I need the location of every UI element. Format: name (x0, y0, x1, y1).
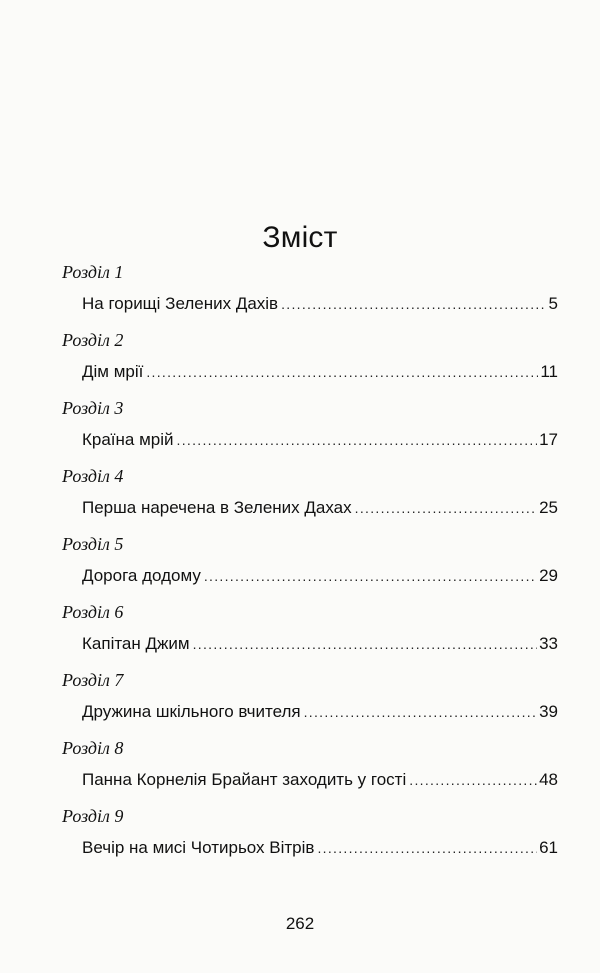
chapter-page-number: 25 (539, 498, 558, 517)
chapter-page-number: 5 (548, 294, 558, 313)
toc-entry (82, 496, 558, 520)
chapter-title: Панна Корнелія Брайант заходить у гості (82, 770, 407, 789)
chapter-page-number: 48 (539, 770, 558, 789)
page-number: 262 (285, 914, 315, 933)
dot-leader (304, 700, 537, 724)
dot-leader (355, 496, 537, 520)
toc-entry (82, 292, 558, 316)
chapter-page-number: 29 (539, 566, 558, 585)
chapter-page-number: 39 (539, 702, 558, 721)
toc-entry (82, 768, 558, 792)
chapter-page-number: 17 (539, 430, 558, 449)
chapter-title: На горищі Зелених Дахів (82, 294, 279, 313)
toc-entry (82, 360, 558, 384)
toc-entry (82, 632, 558, 656)
toc-entry (82, 836, 558, 860)
chapter-page-number: 33 (539, 634, 558, 653)
dot-leader (146, 360, 538, 384)
chapter-label: Розділ 7 (62, 670, 124, 690)
dot-leader (317, 836, 537, 860)
chapter-label: Розділ 8 (62, 738, 124, 758)
toc-entry (82, 564, 558, 588)
dot-leader (409, 768, 537, 792)
chapter-title: Дорога додому (82, 566, 201, 585)
chapter-title: Дружина шкільного вчителя (82, 702, 301, 721)
chapter-label: Розділ 4 (62, 466, 124, 486)
chapter-label: Розділ 2 (62, 330, 124, 350)
chapter-title: Перша наречена в Зелених Дахах (82, 498, 352, 517)
chapter-label: Розділ 9 (62, 806, 124, 826)
chapter-title: Дім мрії (82, 362, 144, 381)
chapter-page-number: 61 (539, 838, 558, 857)
dot-leader (177, 428, 538, 452)
toc-entry (82, 700, 558, 724)
toc-entry (82, 428, 558, 452)
chapter-page-number: 11 (540, 362, 558, 381)
chapter-label: Розділ 5 (62, 534, 124, 554)
chapter-label: Розділ 6 (62, 602, 124, 622)
chapter-title: Країна мрій (82, 430, 174, 449)
dot-leader (281, 292, 546, 316)
page-title: Зміст (262, 221, 338, 254)
dot-leader (193, 632, 538, 656)
chapter-title: Вечір на мисі Чотирьох Вітрів (82, 838, 315, 857)
chapter-title: Капітан Джим (82, 634, 190, 653)
dot-leader (204, 564, 537, 588)
chapter-label: Розділ 3 (62, 398, 124, 418)
chapter-label: Розділ 1 (62, 262, 124, 282)
